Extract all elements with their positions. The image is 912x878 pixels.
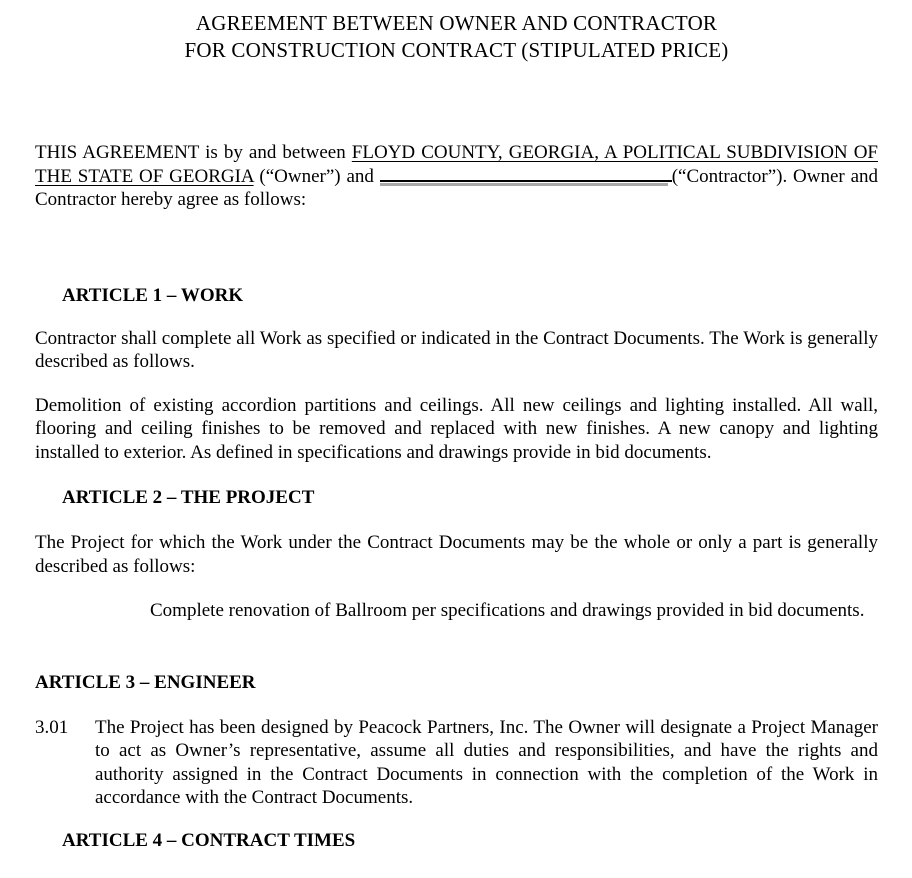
- intro-lead: THIS AGREEMENT is by and between: [35, 142, 352, 163]
- owner-suffix: (“Owner”) and: [253, 165, 380, 187]
- article-3-heading: ARTICLE 3 – ENGINEER: [35, 671, 256, 693]
- clause-text: The Project has been designed by Peacock Partners, Inc. The Owner will designate a Project Manager to act as Owner’s representative, assume all duties and responsibilities, and have the rights and authority assigned in the Contract Documents in connection with the completion of the Work in accordance with the Contract Documents.: [95, 716, 878, 808]
- article-1-heading: ARTICLE 1 – WORK: [62, 284, 244, 306]
- clause-3-01: [35, 716, 878, 810]
- article-4-heading: ARTICLE 4 – CONTRACT TIMES: [62, 829, 356, 851]
- intro-agree-text: Owner and Contractor hereby agree as follows:: [35, 165, 878, 210]
- article-1-paragraph-2: Demolition of existing accordion partitions and ceilings. All new ceilings and lighting installed. All wall, flooring and ceiling finishes to be removed and replaced with new finishes. A new canopy and lighting installed to exterior. As defined in specifications and drawings provide in bid documents.: [35, 394, 878, 463]
- clause-number: 3.01: [35, 716, 69, 738]
- article-2-indented-paragraph: Complete renovation of Ballroom per specifications and drawings provided in bid documents.: [150, 600, 865, 621]
- document-title-line1: AGREEMENT BETWEEN OWNER AND CONTRACTOR: [195, 11, 718, 35]
- intro-paragraph: [35, 141, 878, 212]
- document-title: [35, 10, 878, 64]
- contractor-name-blank-field: [380, 165, 672, 181]
- document-title-line2: FOR CONSTRUCTION CONTRACT (STIPULATED PRICE): [184, 38, 729, 62]
- owner-name-underlined: FLOYD COUNTY, GEORGIA, A POLITICAL SUBDIVISION OF THE STATE OF GEORGIA: [35, 142, 878, 187]
- article-1-paragraph-1: Contractor shall complete all Work as specified or indicated in the Contract Documents. The Work is generally described as follows.: [35, 327, 878, 372]
- article-2-paragraph-1: The Project for which the Work under the Contract Documents may be the whole or only a part is generally described as follows:: [35, 532, 878, 577]
- contractor-suffix: (“Contractor”).: [671, 165, 788, 187]
- article-2-heading: ARTICLE 2 – THE PROJECT: [62, 487, 315, 508]
